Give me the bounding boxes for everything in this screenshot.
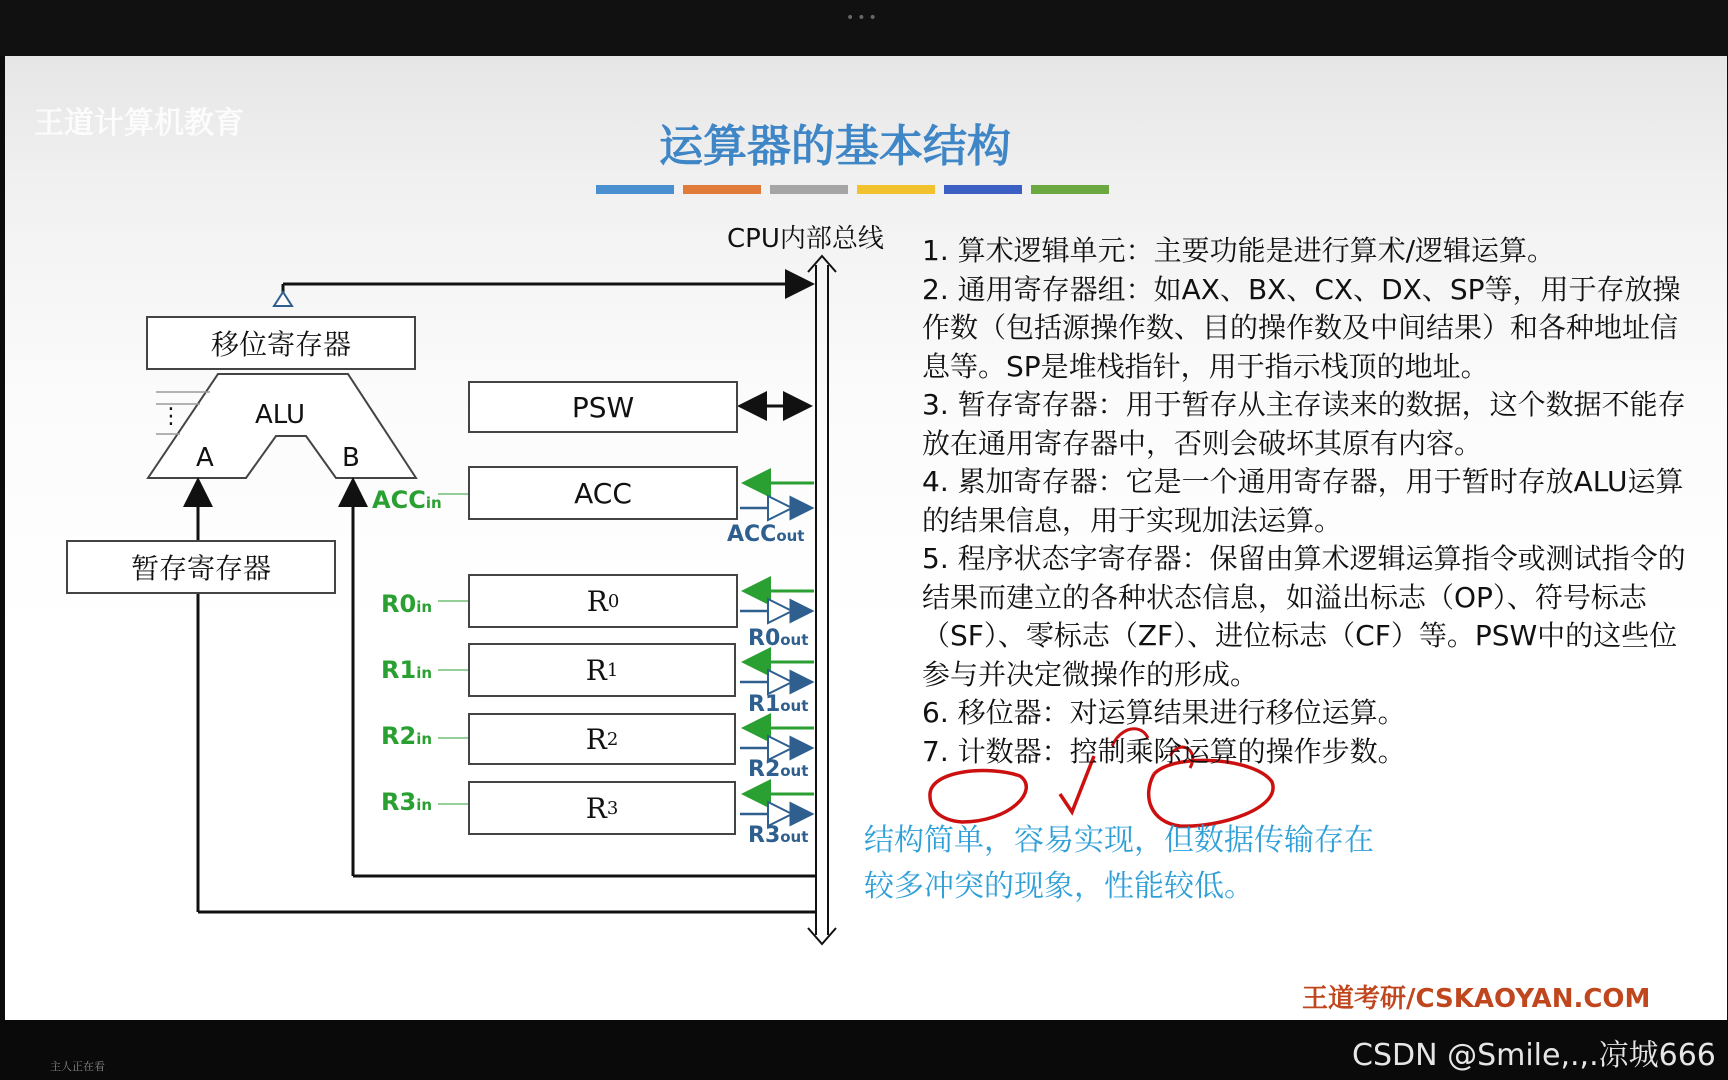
brand-footer: 王道考研/CSKAOYAN.COM	[1302, 984, 1651, 1014]
r0-in-label: R0in	[381, 590, 433, 618]
point-6: 6. 移位器：对运算结果进行移位运算。	[922, 696, 1406, 729]
acc-box: ACC	[468, 466, 738, 520]
point-2: 2. 通用寄存器组：如AX、BX、CX、DX、SP等，用于存放操作数（包括源操作数、目的操作数及中间结果）和各种地址信息等。SP是堆栈指针，用于指示栈顶的地址。	[922, 272, 1681, 383]
alu-input-b: B	[342, 443, 360, 473]
r0-out-label: R0out	[748, 626, 809, 651]
point-1: 1. 算术逻辑单元：主要功能是进行算术/逻辑运算。	[922, 234, 1556, 267]
watermark-logo: 王道计算机教育	[34, 106, 244, 141]
more-icon[interactable]: •••	[846, 10, 880, 26]
acc-out-label: ACCout	[727, 522, 805, 547]
shift-register-box: 移位寄存器	[146, 316, 416, 370]
r3-out-label: R3out	[748, 823, 809, 848]
slide-title: 运算器的基本结构	[659, 121, 1011, 172]
register-r0: R 0	[468, 574, 738, 628]
register-r2: R 2	[468, 713, 736, 765]
r2-in-label: R2in	[381, 722, 433, 750]
csdn-watermark: CSDN @Smile,.,.凉城666	[1352, 1038, 1716, 1073]
acc-in-label: ACCin	[372, 486, 442, 514]
alu-label: ALU	[255, 400, 306, 430]
viewer-indicator: 主人正在看	[50, 1060, 105, 1073]
explanation-list	[922, 232, 1702, 771]
point-3: 3. 暂存寄存器：用于暂存从主存读来的数据，这个数据不能存放在通用寄存器中，否则会破坏其原有内容。	[922, 388, 1686, 460]
summary-note	[864, 818, 1464, 910]
alu-input-a: A	[196, 443, 214, 473]
point-5: 5. 程序状态字寄存器：保留由算术逻辑运算指令或测试指令的结果而建立的各种状态信息，如溢出标志（OP）、符号标志（SF）、零标志（ZF）、进位标志（CF）等。PSW中的这些位参与并决定微操作的形成。	[922, 542, 1686, 691]
point-4: 4. 累加寄存器：它是一个通用寄存器，用于暂时存放ALU运算的结果信息，用于实现加法运算。	[922, 465, 1684, 537]
alu-more-dots: ⋮	[160, 404, 182, 429]
shift-driver-triangle	[274, 292, 292, 306]
r1-in-label: R1in	[381, 656, 433, 684]
register-r3: R 3	[468, 781, 736, 835]
summary-line-2: 较多冲突的现象，性能较低。	[864, 869, 1254, 904]
internal-bus	[808, 256, 836, 944]
summary-line-1: 结构简单，容易实现，但数据传输存在	[864, 823, 1374, 858]
bus-label: CPU内部总线	[727, 224, 884, 254]
point-7: 7. 计数器：控制乘除运算的操作步数。	[922, 734, 1406, 768]
r1-out-label: R1out	[748, 692, 809, 717]
register-r1: R 1	[468, 643, 736, 697]
temp-register-box: 暂存寄存器	[66, 540, 336, 594]
r2-out-label: R2out	[748, 757, 809, 782]
psw-box: PSW	[468, 381, 738, 433]
r3-in-label: R3in	[381, 788, 433, 816]
